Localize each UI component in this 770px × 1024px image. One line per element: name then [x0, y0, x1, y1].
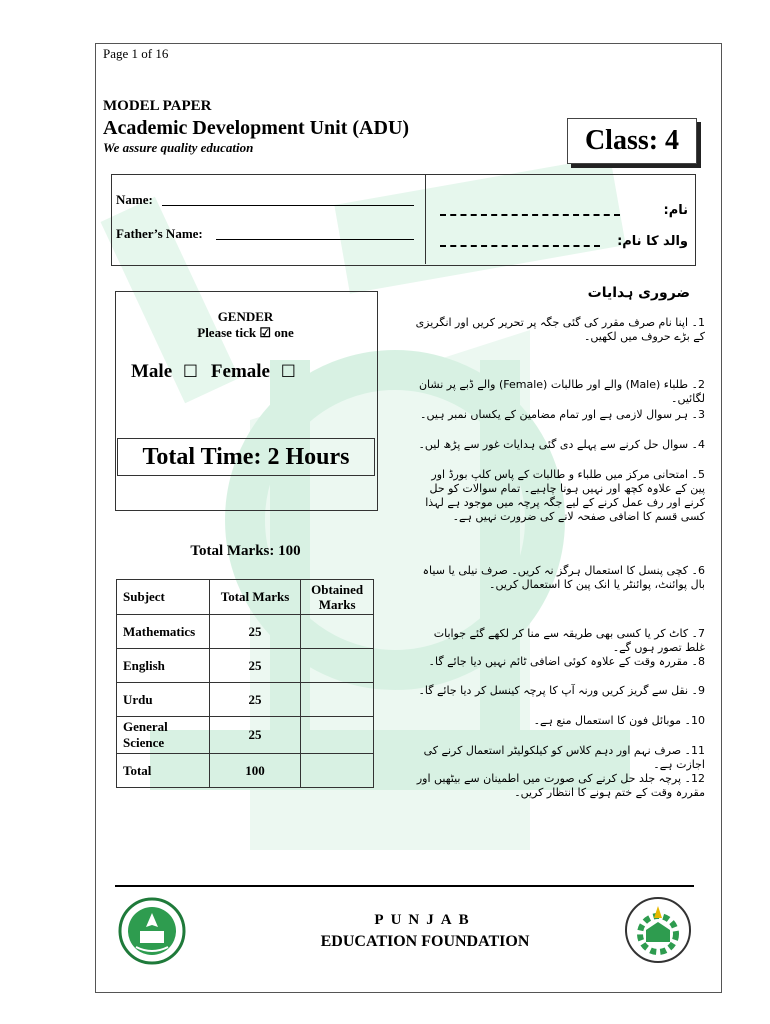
page-number: Page 1 of 16: [103, 46, 169, 61]
instruction-item: 6۔ کچی پنسل کا استعمال ہرگز نہ کریں۔ صرف نیلی یا سیاہ بال پوائنٹ، پوائنٹر یا انک پین کا استعمال کریں۔: [422, 564, 705, 591]
punjab-government-logo: [118, 897, 186, 965]
obtained-marks-cell[interactable]: [301, 649, 374, 683]
model-paper-label: MODEL PAPER: [103, 98, 212, 114]
pef-logo: [624, 896, 692, 964]
father-name-label: Father’s Name:: [116, 226, 203, 241]
male-label: Male: [131, 361, 173, 382]
column-header: Obtained Marks: [301, 580, 374, 615]
table-header-row: [117, 580, 374, 615]
obtained-marks-cell[interactable]: [301, 717, 374, 754]
table-row: [117, 649, 374, 683]
subject-cell: General Science: [117, 717, 210, 754]
female-label: Female: [210, 361, 270, 382]
total-marks-cell: 25: [209, 615, 301, 649]
footer-punjab: PUNJAB: [374, 912, 476, 928]
subject-cell: Mathematics: [117, 615, 210, 649]
gender-header: [115, 309, 376, 341]
student-info-box: [111, 174, 696, 266]
instructions-title: ضروری ہدایات: [587, 285, 690, 301]
instruction-item: 11۔ صرف نہم اور دہم کلاس کو کیلکولیٹر استعمال کرنے کی اجازت ہے۔: [423, 744, 705, 771]
table-row: [117, 754, 374, 788]
instruction-item: 8۔ مقررہ وقت کے علاوہ کوئی اضافی ٹائم نہیں دیا جائے گا۔: [428, 655, 705, 668]
instruction-item: 9۔ نقل سے گریز کریں ورنہ آپ کا پرچہ کینسل کر دیا جائے گا۔: [418, 684, 705, 697]
marks-table: [116, 579, 374, 788]
total-marks: Total Marks: 100: [190, 543, 301, 559]
obtained-marks-cell[interactable]: [301, 754, 374, 788]
father-name-field[interactable]: [216, 239, 414, 240]
subject-cell: Urdu: [117, 683, 210, 717]
female-checkbox[interactable]: ☐: [280, 362, 296, 382]
table-row: [117, 683, 374, 717]
total-marks-cell: 25: [209, 683, 301, 717]
instruction-item: 12۔ پرچہ جلد حل کرنے کی صورت میں اطمینان سے بیٹھیں اور مقررہ وقت کے ختم ہونے کا انتظار کریں۔: [416, 772, 705, 799]
class-label: Class: 4: [567, 118, 697, 164]
instruction-item: 5۔ امتحانی مرکز میں طلباء و طالبات کے پاس کلپ بورڈ اور پین کے علاوہ کچھ اور نہیں ہونا چاہیے۔ تمام سوالات کو حل کرنے اور رف عمل کرنے کے لیے جگہ پرچہ میں موجود ہے لہذا کسی قسم کا اضافی صفحہ لانے کی ضرورت نہیں ہے۔: [425, 468, 705, 523]
instruction-item: 3۔ ہر سوال لازمی ہے اور تمام مضامین کے یکساں نمبر ہیں۔: [420, 408, 705, 421]
subject-cell: Total: [117, 754, 210, 788]
instruction-item: 2۔ طلباء (Male) والے اور طالبات (Female) والے ڈبے پر نشان لگائیں۔: [418, 378, 705, 405]
obtained-marks-cell[interactable]: [301, 683, 374, 717]
student-info-divider: [425, 174, 426, 264]
instruction-item: 1۔ اپنا نام صرف مقرر کی گئی جگہ پر تحریر کریں اور انگریزی کے بڑے حروف میں لکھیں۔: [415, 316, 705, 343]
table-row: [117, 615, 374, 649]
instruction-item: 7۔ کاٹ کر یا کسی بھی طریقہ سے منا کر لکھے گئے جوابات غلط تصور ہوں گے۔: [433, 627, 705, 654]
footer-foundation: EDUCATION FOUNDATION: [320, 933, 530, 950]
subject-cell: English: [117, 649, 210, 683]
name-label: Name:: [116, 192, 153, 207]
total-marks-cell: 25: [209, 717, 301, 754]
gender-instruction: Please tick ☑ one: [197, 325, 294, 340]
gender-heading: GENDER: [217, 309, 274, 324]
urdu-name-field[interactable]: [440, 214, 620, 216]
total-time: Total Time: 2 Hours: [117, 438, 375, 476]
organization-name: Academic Development Unit (ADU): [103, 117, 410, 139]
table-row: [117, 717, 374, 754]
urdu-father-name-label: والد کا نام:: [617, 234, 688, 249]
obtained-marks-cell[interactable]: [301, 615, 374, 649]
instruction-item: 4۔ سوال حل کرنے سے پہلے دی گئی ہدایات غور سے پڑھ لیں۔: [418, 438, 705, 451]
male-checkbox[interactable]: ☐: [182, 362, 199, 382]
footer-divider: [115, 885, 694, 887]
name-field[interactable]: [162, 205, 414, 206]
urdu-father-name-field[interactable]: [440, 245, 600, 247]
total-marks-cell: 100: [209, 754, 301, 788]
urdu-name-label: نام:: [663, 203, 688, 218]
column-header: Total Marks: [209, 580, 301, 615]
gender-options: [131, 361, 296, 383]
column-header: Subject: [117, 580, 210, 615]
total-marks-cell: 25: [209, 649, 301, 683]
tagline: We assure quality education: [103, 140, 254, 155]
instruction-item: 10۔ موبائل فون کا استعمال منع ہے۔: [533, 714, 705, 727]
